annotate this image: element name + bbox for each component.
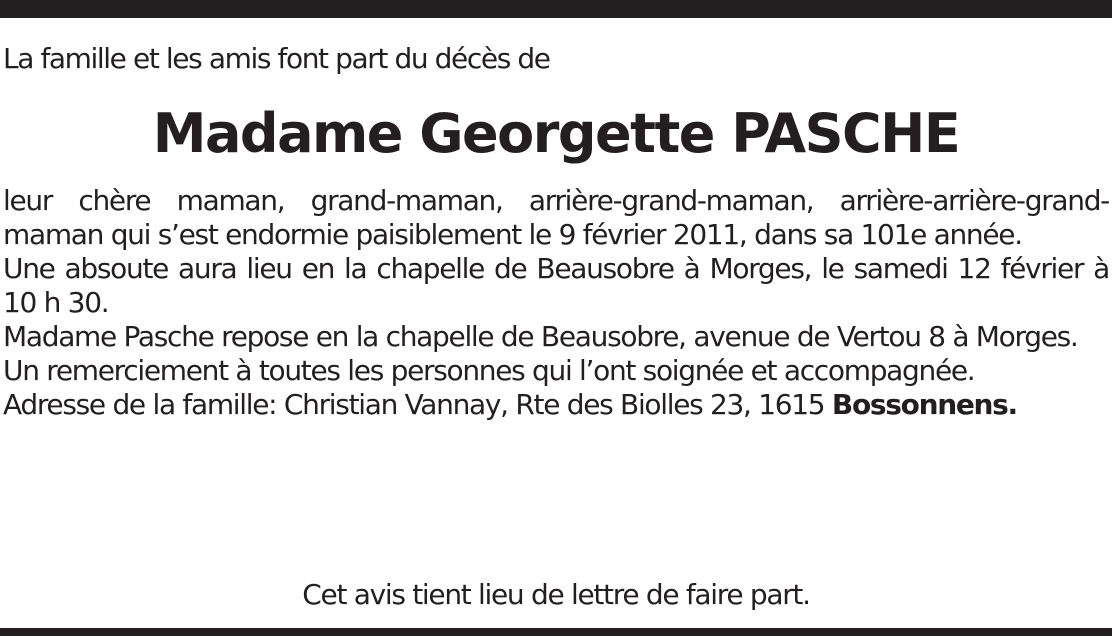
family-address-text: Adresse de la famille: Christian Vannay, Rte des Biolles 23, 1615	[3, 388, 832, 421]
thanks-paragraph: Un remerciement à toutes les personnes qui l’ont soignée et accompagnée.	[3, 354, 975, 387]
notice-body	[3, 184, 1109, 422]
deceased-name: Madame Georgette PASCHE	[152, 102, 960, 165]
death-notice	[0, 18, 1112, 628]
ceremony-paragraph: Une absoute aura lieu en la chapelle de Beausobre à Morges, le samedi 12 février à 10 h 30.	[3, 252, 1109, 319]
family-relation-paragraph: leur chère maman, grand-maman, arrière-grand-maman, arrière-arrière-grand-maman qui s’est endormie paisiblement le 9 février 2011, dans sa 101e année.	[3, 184, 1109, 251]
notice-intro: La famille et les amis font part du décès de	[3, 42, 550, 75]
viewing-paragraph: Madame Pasche repose en la chapelle de Beausobre, avenue de Vertou 8 à Morges.	[3, 320, 1078, 353]
top-border-rule	[0, 0, 1112, 18]
bottom-border-rule	[0, 628, 1112, 636]
family-address	[3, 388, 1109, 422]
closing-note: Cet avis tient lieu de lettre de faire part.	[302, 578, 810, 611]
family-address-place: Bossonnens.	[831, 388, 1017, 421]
